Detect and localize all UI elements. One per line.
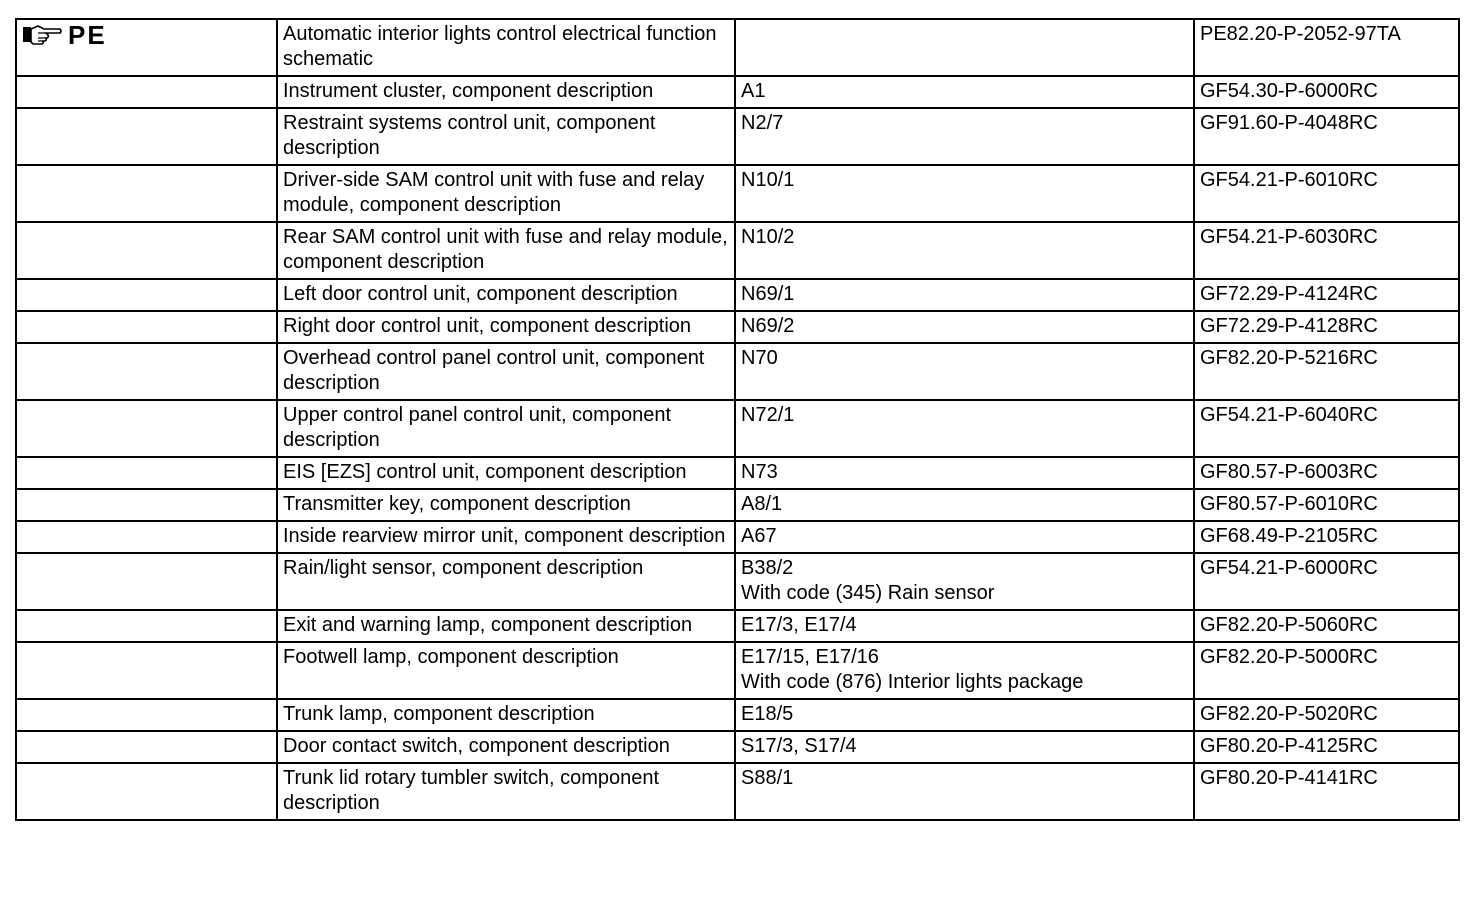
- table-row: [16, 76, 1459, 108]
- description-cell: Driver-side SAM control unit with fuse and relay module, component description: [277, 165, 735, 222]
- marker-cell: [16, 311, 277, 343]
- table-row: [16, 165, 1459, 222]
- component-note: With code (345) Rain sensor: [741, 582, 995, 604]
- reference-cell: GF91.60-P-4048RC: [1194, 108, 1459, 165]
- reference-cell: GF72.29-P-4128RC: [1194, 311, 1459, 343]
- marker-cell: [16, 763, 277, 820]
- table-row: [16, 521, 1459, 553]
- pointing-hand-icon: [22, 23, 62, 47]
- reference-cell: GF82.20-P-5216RC: [1194, 343, 1459, 400]
- description-cell: Footwell lamp, component description: [277, 642, 735, 699]
- component-code: N69/2: [741, 315, 795, 337]
- component-code: B38/2: [741, 557, 794, 579]
- table-row: [16, 731, 1459, 763]
- reference-cell: GF80.20-P-4125RC: [1194, 731, 1459, 763]
- marker-cell: [16, 699, 277, 731]
- reference-cell: GF72.29-P-4124RC: [1194, 279, 1459, 311]
- pe-label: PE: [68, 20, 107, 50]
- marker-cell: [16, 489, 277, 521]
- component-code: N70: [741, 347, 778, 369]
- marker-cell: [16, 165, 277, 222]
- table-row: [16, 610, 1459, 642]
- pe-marker: [22, 22, 271, 48]
- table-row: [16, 19, 1459, 76]
- table-body: [16, 19, 1459, 820]
- table-row: [16, 311, 1459, 343]
- component-cell: [735, 457, 1194, 489]
- marker-cell: [16, 222, 277, 279]
- component-code: N2/7: [741, 112, 784, 134]
- description-cell: Overhead control panel control unit, component description: [277, 343, 735, 400]
- component-code: N73: [741, 461, 778, 483]
- component-code: S88/1: [741, 767, 794, 789]
- component-cell: [735, 311, 1194, 343]
- table-row: [16, 457, 1459, 489]
- component-cell: [735, 731, 1194, 763]
- component-cell: [735, 699, 1194, 731]
- marker-cell: [16, 108, 277, 165]
- description-cell: Automatic interior lights control electrical function schematic: [277, 19, 735, 76]
- description-cell: Left door control unit, component description: [277, 279, 735, 311]
- description-cell: Inside rearview mirror unit, component description: [277, 521, 735, 553]
- component-cell: [735, 489, 1194, 521]
- table-row: [16, 400, 1459, 457]
- description-cell: EIS [EZS] control unit, component description: [277, 457, 735, 489]
- description-cell: Door contact switch, component description: [277, 731, 735, 763]
- description-cell: Trunk lid rotary tumbler switch, component description: [277, 763, 735, 820]
- reference-table: [15, 18, 1460, 821]
- table-row: [16, 222, 1459, 279]
- marker-cell: [16, 731, 277, 763]
- component-cell: [735, 222, 1194, 279]
- description-cell: Right door control unit, component description: [277, 311, 735, 343]
- component-code: E17/15, E17/16: [741, 646, 879, 668]
- reference-cell: GF80.57-P-6003RC: [1194, 457, 1459, 489]
- component-note: With code (876) Interior lights package: [741, 671, 1084, 693]
- reference-cell: PE82.20-P-2052-97TA: [1194, 19, 1459, 76]
- reference-cell: GF68.49-P-2105RC: [1194, 521, 1459, 553]
- description-cell: Instrument cluster, component description: [277, 76, 735, 108]
- component-code: N10/2: [741, 226, 795, 248]
- description-cell: Upper control panel control unit, component description: [277, 400, 735, 457]
- table-row: [16, 642, 1459, 699]
- component-code: A8/1: [741, 493, 783, 515]
- component-code: N72/1: [741, 404, 795, 426]
- component-code: N10/1: [741, 169, 795, 191]
- component-cell: [735, 343, 1194, 400]
- marker-cell: [16, 19, 277, 76]
- component-code: S17/3, S17/4: [741, 735, 857, 757]
- reference-cell: GF80.57-P-6010RC: [1194, 489, 1459, 521]
- reference-cell: GF54.21-P-6000RC: [1194, 553, 1459, 610]
- component-cell: [735, 400, 1194, 457]
- component-cell: [735, 19, 1194, 76]
- component-code: E18/5: [741, 703, 794, 725]
- component-cell: [735, 763, 1194, 820]
- marker-cell: [16, 400, 277, 457]
- reference-cell: GF80.20-P-4141RC: [1194, 763, 1459, 820]
- component-cell: [735, 279, 1194, 311]
- component-code: N69/1: [741, 283, 795, 305]
- marker-cell: [16, 343, 277, 400]
- component-cell: [735, 108, 1194, 165]
- component-code: E17/3, E17/4: [741, 614, 857, 636]
- description-cell: Rain/light sensor, component description: [277, 553, 735, 610]
- table-row: [16, 343, 1459, 400]
- description-cell: Trunk lamp, component description: [277, 699, 735, 731]
- component-cell: [735, 610, 1194, 642]
- table-row: [16, 279, 1459, 311]
- reference-cell: GF54.21-P-6010RC: [1194, 165, 1459, 222]
- reference-cell: GF82.20-P-5060RC: [1194, 610, 1459, 642]
- table-row: [16, 108, 1459, 165]
- marker-cell: [16, 279, 277, 311]
- reference-cell: GF54.21-P-6030RC: [1194, 222, 1459, 279]
- component-cell: [735, 521, 1194, 553]
- table-row: [16, 553, 1459, 610]
- marker-cell: [16, 610, 277, 642]
- component-cell: [735, 553, 1194, 610]
- marker-cell: [16, 553, 277, 610]
- marker-cell: [16, 642, 277, 699]
- description-cell: Transmitter key, component description: [277, 489, 735, 521]
- component-cell: [735, 165, 1194, 222]
- table-row: [16, 489, 1459, 521]
- table-row: [16, 699, 1459, 731]
- component-cell: [735, 642, 1194, 699]
- component-code: A67: [741, 525, 777, 547]
- component-cell: [735, 76, 1194, 108]
- reference-cell: GF82.20-P-5000RC: [1194, 642, 1459, 699]
- description-cell: Rear SAM control unit with fuse and relay module, component description: [277, 222, 735, 279]
- description-cell: Exit and warning lamp, component description: [277, 610, 735, 642]
- marker-cell: [16, 457, 277, 489]
- reference-cell: GF54.21-P-6040RC: [1194, 400, 1459, 457]
- marker-cell: [16, 76, 277, 108]
- reference-cell: GF82.20-P-5020RC: [1194, 699, 1459, 731]
- reference-cell: GF54.30-P-6000RC: [1194, 76, 1459, 108]
- table-row: [16, 763, 1459, 820]
- description-cell: Restraint systems control unit, component description: [277, 108, 735, 165]
- marker-cell: [16, 521, 277, 553]
- component-code: A1: [741, 80, 766, 102]
